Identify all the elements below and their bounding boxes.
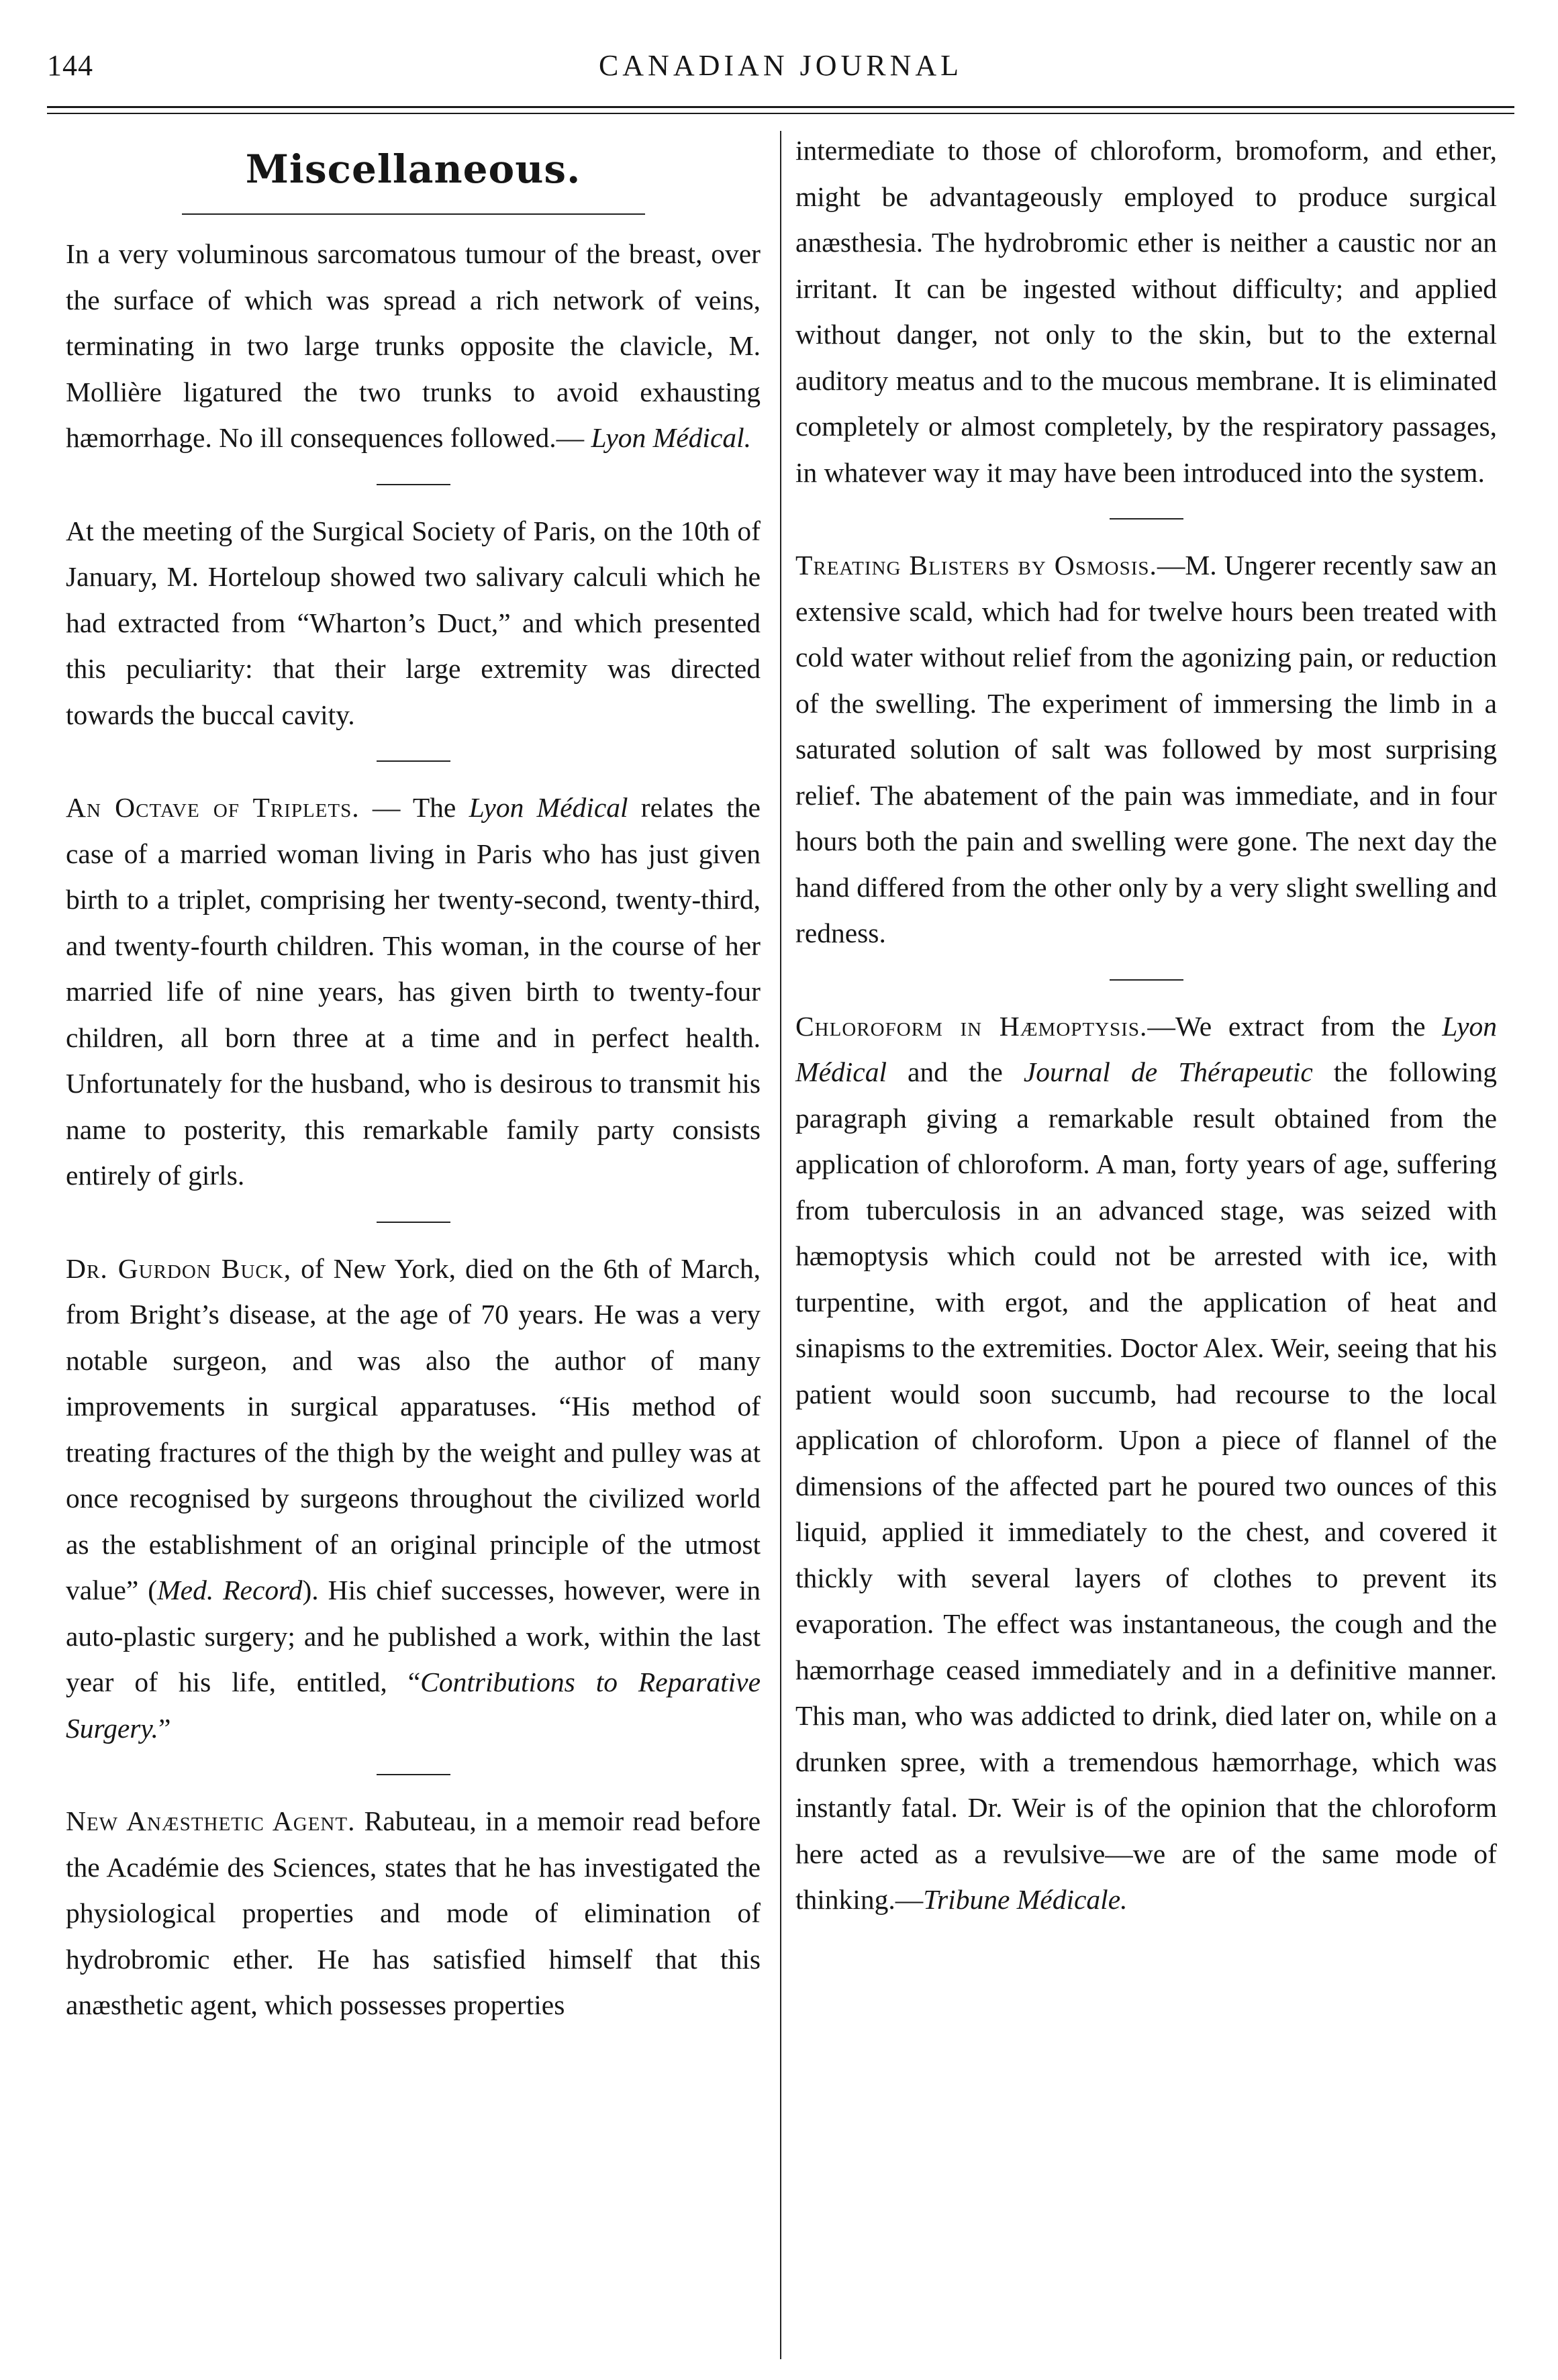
article-heading: Chloroform in Hæmoptysis. (795, 1010, 1148, 1042)
separator (377, 484, 450, 485)
source-citation: Tribune Médicale. (923, 1884, 1128, 1915)
source-citation: Lyon Médical. (591, 422, 752, 453)
running-title: CANADIAN JOURNAL (598, 49, 963, 82)
header-rule (47, 106, 1514, 108)
title-rule (182, 213, 645, 215)
separator (1110, 518, 1183, 519)
separator (377, 1222, 450, 1223)
book-title: Contributions to Reparative Surgery. (66, 1667, 761, 1744)
paragraph-anaesthetic-agent (66, 1798, 761, 2028)
paragraph-chloroform-haemoptysis (795, 1003, 1497, 1923)
article-heading: An Octave of Triplets. (66, 792, 360, 823)
paragraph-text: the following paragraph giving a remarkable result obtained from the application of chloroform. A man, forty years of age, suffering from tuberculosis in an advanced stage, was seized with hæmoptysis which could not be arrested with ice, with turpentine, with ergot, and the application of heat and sinapisms to the extremities. Doctor Alex. Weir, seeing that his patient would soon succumb, had recourse to the local application of chloroform. Upon a piece of flannel of the dimensions of the affected part he poured two ounces of this liquid, applied it immediately to the chest, and covered it thickly with several layers of clothes to prevent its evaporation. The effect was instantaneous, the cough and the hæmorrhage ceased immediately and in a definitive manner. This man, who was addicted to drink, died later on, while on a drunken spree, with a tremendous hæmorrhage, which was instantly fatal. Dr. Weir is of the opinion that the chloroform here acted as a revulsive—we are of the same mode of thinking.— (795, 1056, 1497, 1915)
article-heading: Treating Blisters by Osmosis. (795, 550, 1157, 581)
page-header (47, 48, 1514, 95)
article-heading: Dr. Gurdon Buck, (66, 1252, 292, 1284)
paragraph-text: of New York, died on the 6th of March, from Bright’s disease, at the age of 70 years. He was a very notable surgeon, and was also the author of many improvements in surgical apparatuses. “His method of treating fractures of the thigh by the weight and pulley was at once recognised by surgeons throughout the civilized world as the establishment of an original principle of the utmost value” ( (66, 1252, 761, 1605)
column-divider (780, 131, 781, 2359)
section-title: Miscellaneous. (245, 146, 581, 192)
page-number: 144 (47, 49, 93, 82)
paragraph-text: and the (886, 1056, 1024, 1087)
paragraph-octave-of-triplets (66, 785, 761, 1199)
paragraph-text: In a very voluminous sarcomatous tumour of the breast, over the surface of which was spread a rich network of veins, terminating in two large trunks opposite the clavicle, M. Mollière ligatured the two trunks to avoid exhausting hæmorrhage. No ill consequences followed.— (66, 238, 761, 453)
paragraph-text: —We extract from the (1147, 1010, 1443, 1042)
paragraph-gurdon-buck (66, 1246, 761, 1752)
journal-name: Journal de Thérapeutic (1023, 1056, 1313, 1087)
paragraph-text: — The (359, 792, 469, 823)
article-heading: New Anæsthetic Agent. (66, 1805, 356, 1836)
paragraph-treating-blisters (795, 542, 1497, 956)
paragraph-text: Rabuteau, in a memoir read before the Académie des Sciences, states that he has investigated the physiological properties and mode of elimination of hydrobromic ether. He has satisfied himself that this anæsthetic agent, which possesses properties (66, 1805, 761, 2020)
separator (377, 760, 450, 762)
paragraph-text: —M. Ungerer recently saw an extensive scald, which had for twelve hours been treated with cold water without relief from the agonizing pain, or reduction of the swelling. The experiment of immersing the limb in a saturated solution of salt was followed by most surprising relief. The abatement of the pain was immediate, and in four hours both the pain and swelling were gone. The next day the hand differed from the other only by a very slight swelling and redness. (795, 550, 1498, 948)
journal-name: Med. Record (157, 1575, 303, 1605)
separator (377, 1774, 450, 1775)
journal-name: Lyon Médical (795, 1010, 1497, 1087)
journal-name: Lyon Médical (469, 792, 628, 823)
paragraph-sarcomatous-tumour (66, 231, 761, 461)
paragraph-text: ” (158, 1712, 171, 1744)
left-column (66, 128, 761, 2028)
separator (1110, 979, 1183, 981)
paragraph-text: ). His chief successes, however, were in auto-plastic surgery; and he published a work, within the last year of his life, entitled, “ (66, 1575, 761, 1697)
paragraph-anaesthetic-continued: intermediate to those of chloroform, bromoform, and ether, might be advantageously employed to produce surgical anæsthesia. The hydrobromic ether is neither a caustic nor an irritant. It can be ingested without difficulty; and applied without danger, not only to the skin, but to the external auditory meatus and to the mucous membrane. It is eliminated completely or almost completely, by the respiratory passages, in whatever way it may have been introduced into the system. (795, 135, 1497, 488)
right-column (795, 128, 1497, 1923)
paragraph-text: relates the case of a married woman living in Paris who has just given birth to a triplet, comprising her twenty-second, twenty-third, and twenty-fourth children. This woman, in the course of her married life of nine years, has given birth to twenty-four children, all born three at a time and in perfect health. Unfortunately for the husband, who is desirous to transmit his name to posterity, this remarkable family party consists entirely of girls. (66, 792, 761, 1191)
paragraph-salivary-calculi: At the meeting of the Surgical Society of Paris, on the 10th of January, M. Horteloup showed two salivary calculi which he had extracted from “Wharton’s Duct,” and which presented this peculiarity: that their large extremity was directed towards the buccal cavity. (66, 515, 761, 730)
header-rule-thin (47, 113, 1514, 114)
